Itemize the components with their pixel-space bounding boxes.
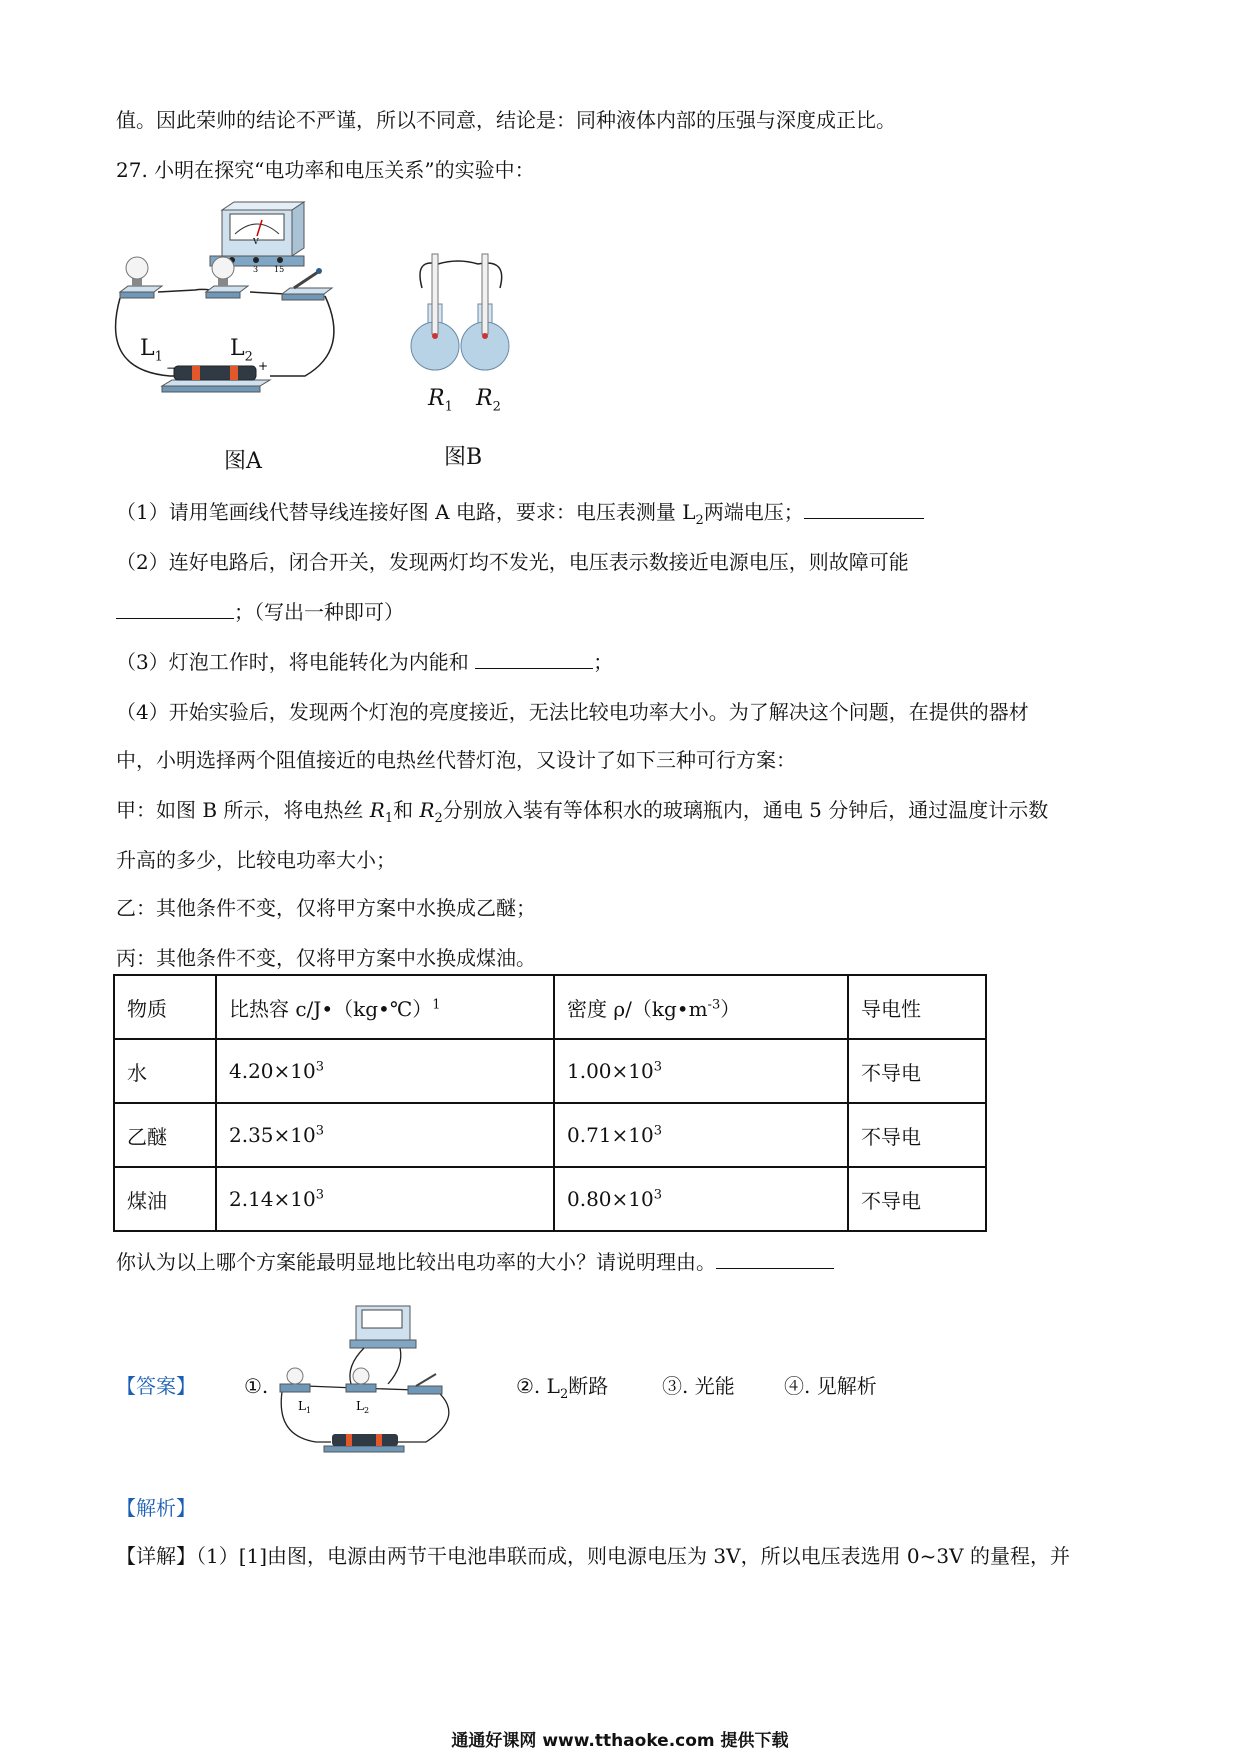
answer-1: ①. (244, 1374, 269, 1398)
analysis-tag: 【解析】 (116, 1496, 196, 1520)
question-2-line-1: （2）连好电路后，闭合开关，发现两灯均不发光，电压表示数接近电源电压，则故障可能 (116, 550, 909, 574)
table-row (114, 1039, 986, 1103)
plan-yi: 乙：其他条件不变，仅将甲方案中水换成乙醚； (116, 896, 536, 920)
battery-icon (162, 359, 270, 392)
battery-icon (324, 1434, 404, 1452)
substance-table (113, 974, 987, 1232)
answer-blank-1[interactable] (804, 498, 924, 519)
meter-unit: V (253, 237, 259, 246)
cell-rho: $0.80\times 10^3$ (554, 1167, 848, 1231)
cell-c: $4.20\times 10^3$ (216, 1039, 554, 1103)
page-footer: 通通好课网 www.tthaoke.com 提供下载 (451, 1731, 789, 1751)
table-row (114, 1103, 986, 1167)
voltmeter-icon (350, 1306, 416, 1348)
answer-3: ③. 光能 (662, 1374, 735, 1398)
figure-a-caption: 图A (224, 449, 262, 474)
answer-blank-2[interactable] (116, 598, 234, 619)
header-density: 密度 $\rho/(kg•m^{-3})$ (554, 975, 848, 1039)
flask-r1-icon (411, 254, 459, 370)
header-conductivity: 导电性 (848, 975, 986, 1039)
question-27-title: 27. 小明在探究“电功率和电压关系”的实验中： (116, 158, 535, 182)
answer-label-l1: $L_1$ (298, 1399, 312, 1415)
answer-circuit-figure (276, 1296, 476, 1466)
plan-jia-line-1: 甲：如图 B 所示，将电热丝 $R_1$和 $R_2$分别放入装有等体积水的玻璃瓶内，通电 5 分钟后，通过温度计示数 (116, 798, 1049, 826)
cell-name: 乙醚 (114, 1103, 216, 1167)
header-specific-heat: 比热容 c/J•（kg•℃）$^1$ (216, 975, 554, 1039)
question-4-line-1: （4）开始实验后，发现两个灯泡的亮度接近，无法比较电功率大小。为了解决这个问题，在提供的器材 (116, 700, 1029, 724)
bulb-l1-icon (280, 1368, 310, 1392)
cell-rho: $1.00\times 10^3$ (554, 1039, 848, 1103)
question-4-line-2: 中，小明选择两个阻值接近的电热丝代替灯泡，又设计了如下三种可行方案： (116, 748, 796, 772)
answer-blank-3[interactable] (475, 648, 593, 669)
question-3: （3）灯泡工作时，将电能转化为内能和 ； (116, 650, 614, 674)
bulb-l1-icon (120, 257, 162, 298)
table-row (114, 1167, 986, 1231)
question-1: （1）请用笔画线代替导线连接好图 A 电路，要求：电压表测量 $L_2$两端电压； (116, 498, 924, 535)
cell-cond: 不导电 (848, 1039, 986, 1103)
label-l2: $L_2$ (230, 336, 253, 365)
text-line-1: 值。因此荣帅的结论不严谨，所以不同意，结论是：同种液体内部的压强与深度成正比。 (116, 108, 896, 132)
battery-plus: + (258, 359, 269, 373)
label-r1: $R_1$ (428, 386, 453, 415)
figure-a-circuit (110, 200, 390, 440)
cell-name: 水 (114, 1039, 216, 1103)
cell-cond: 不导电 (848, 1103, 986, 1167)
final-question: 你认为以上哪个方案能最明显地比较出电功率的大小？请说明理由。 (116, 1248, 834, 1276)
battery-minus: − (166, 361, 177, 375)
answer-4: ④. 见解析 (784, 1374, 877, 1398)
plan-bing: 丙：其他条件不变，仅将甲方案中水换成煤油。 (116, 946, 536, 970)
detail-line: 【详解】（1）[1]由图，电源由两节干电池串联而成，则电源电压为 3V，所以电压表选用 0~3V 的量程，并 (116, 1544, 1070, 1568)
cell-c: $2.14\times 10^3$ (216, 1167, 554, 1231)
figure-b-flasks (408, 248, 518, 378)
label-l1: $L_1$ (140, 336, 163, 365)
cell-rho: $0.71\times 10^3$ (554, 1103, 848, 1167)
flask-r2-icon (461, 254, 509, 370)
cell-name: 煤油 (114, 1167, 216, 1231)
answer-label-l2: $L_2$ (356, 1399, 370, 1415)
plan-jia-line-2: 升高的多少，比较电功率大小； (116, 848, 396, 872)
answer-2: ②. $L_2$断路 (516, 1374, 609, 1402)
question-2-line-2: ；（写出一种即可） (116, 598, 404, 626)
cell-cond: 不导电 (848, 1167, 986, 1231)
meter-tick-15: 15 (274, 265, 285, 274)
detail-tag: 【详解】 (116, 1544, 196, 1568)
table-header-row (114, 975, 986, 1039)
figure-b-caption: 图B (444, 445, 483, 470)
switch-icon (282, 268, 332, 300)
label-r2: $R_2$ (476, 386, 501, 415)
switch-icon (408, 1374, 442, 1394)
meter-tick-3: 3 (253, 265, 259, 274)
answer-tag: 【答案】 (116, 1374, 196, 1398)
answer-blank-4[interactable] (716, 1248, 834, 1269)
header-substance: 物质 (114, 975, 216, 1039)
cell-c: $2.35\times 10^3$ (216, 1103, 554, 1167)
